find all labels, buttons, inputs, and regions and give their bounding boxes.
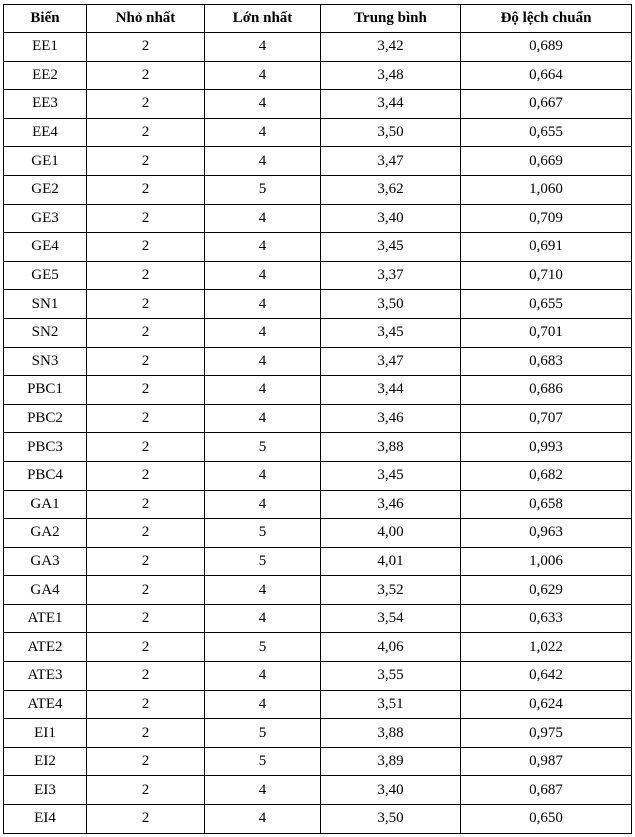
std-dev-cell: 0,669 (461, 147, 632, 176)
table-row (4, 233, 632, 262)
std-dev-cell: 0,683 (461, 347, 632, 376)
table-row (4, 404, 632, 433)
table-row (4, 690, 632, 719)
max-cell: 4 (205, 290, 321, 319)
variable-cell: EE1 (4, 33, 87, 62)
max-cell: 4 (205, 490, 321, 519)
std-dev-cell: 0,689 (461, 33, 632, 62)
max-cell: 5 (205, 547, 321, 576)
min-cell: 2 (87, 261, 205, 290)
variable-cell: ATE4 (4, 690, 87, 719)
mean-cell: 3,50 (321, 290, 461, 319)
table-row (4, 604, 632, 633)
table-row (4, 175, 632, 204)
variable-cell: GA3 (4, 547, 87, 576)
min-cell: 2 (87, 233, 205, 262)
std-dev-cell: 0,624 (461, 690, 632, 719)
std-dev-cell: 0,963 (461, 519, 632, 548)
std-dev-cell: 0,650 (461, 805, 632, 834)
mean-cell: 3,45 (321, 233, 461, 262)
mean-cell: 3,88 (321, 433, 461, 462)
variable-cell: PBC4 (4, 461, 87, 490)
std-dev-cell: 0,664 (461, 61, 632, 90)
mean-cell: 3,44 (321, 376, 461, 405)
variable-cell: PBC3 (4, 433, 87, 462)
max-cell: 4 (205, 805, 321, 834)
table-row (4, 576, 632, 605)
max-cell: 4 (205, 318, 321, 347)
mean-cell: 3,40 (321, 204, 461, 233)
std-dev-cell: 0,655 (461, 118, 632, 147)
max-cell: 4 (205, 118, 321, 147)
max-cell: 5 (205, 747, 321, 776)
min-cell: 2 (87, 633, 205, 662)
max-cell: 5 (205, 719, 321, 748)
max-cell: 4 (205, 404, 321, 433)
variable-cell: SN2 (4, 318, 87, 347)
std-dev-cell: 0,682 (461, 461, 632, 490)
min-cell: 2 (87, 604, 205, 633)
max-cell: 5 (205, 519, 321, 548)
min-cell: 2 (87, 747, 205, 776)
min-cell: 2 (87, 347, 205, 376)
mean-cell: 4,00 (321, 519, 461, 548)
mean-cell: 4,01 (321, 547, 461, 576)
header-mean: Trung bình (321, 5, 461, 33)
max-cell: 4 (205, 261, 321, 290)
mean-cell: 3,89 (321, 747, 461, 776)
variable-cell: GE3 (4, 204, 87, 233)
table-row (4, 118, 632, 147)
table-row (4, 776, 632, 805)
std-dev-cell: 0,629 (461, 576, 632, 605)
std-dev-cell: 0,667 (461, 90, 632, 119)
variable-cell: PBC2 (4, 404, 87, 433)
table-row (4, 33, 632, 62)
header-max: Lớn nhất (205, 5, 321, 33)
table-row (4, 461, 632, 490)
header-variable: Biến (4, 5, 87, 33)
variable-cell: GE4 (4, 233, 87, 262)
mean-cell: 3,51 (321, 690, 461, 719)
max-cell: 4 (205, 776, 321, 805)
mean-cell: 3,52 (321, 576, 461, 605)
min-cell: 2 (87, 433, 205, 462)
std-dev-cell: 0,975 (461, 719, 632, 748)
std-dev-cell: 0,658 (461, 490, 632, 519)
table-row (4, 747, 632, 776)
header-std-dev: Độ lệch chuẩn (461, 5, 632, 33)
max-cell: 4 (205, 461, 321, 490)
std-dev-cell: 0,993 (461, 433, 632, 462)
min-cell: 2 (87, 690, 205, 719)
max-cell: 5 (205, 633, 321, 662)
mean-cell: 3,48 (321, 61, 461, 90)
variable-cell: EI2 (4, 747, 87, 776)
std-dev-cell: 1,022 (461, 633, 632, 662)
mean-cell: 3,45 (321, 461, 461, 490)
header-min: Nhỏ nhất (87, 5, 205, 33)
std-dev-cell: 0,687 (461, 776, 632, 805)
table-header-row (4, 5, 632, 33)
min-cell: 2 (87, 290, 205, 319)
table-row (4, 719, 632, 748)
table-row (4, 347, 632, 376)
mean-cell: 3,40 (321, 776, 461, 805)
max-cell: 4 (205, 376, 321, 405)
table-body (4, 33, 632, 834)
min-cell: 2 (87, 776, 205, 805)
std-dev-cell: 0,707 (461, 404, 632, 433)
mean-cell: 3,50 (321, 118, 461, 147)
std-dev-cell: 0,642 (461, 662, 632, 691)
max-cell: 4 (205, 90, 321, 119)
mean-cell: 3,55 (321, 662, 461, 691)
table-row (4, 61, 632, 90)
min-cell: 2 (87, 404, 205, 433)
max-cell: 4 (205, 604, 321, 633)
variable-cell: EE2 (4, 61, 87, 90)
min-cell: 2 (87, 147, 205, 176)
mean-cell: 3,46 (321, 490, 461, 519)
std-dev-cell: 1,060 (461, 175, 632, 204)
variable-cell: ATE3 (4, 662, 87, 691)
table-row (4, 547, 632, 576)
std-dev-cell: 0,691 (461, 233, 632, 262)
table-row (4, 490, 632, 519)
variable-cell: SN1 (4, 290, 87, 319)
max-cell: 4 (205, 147, 321, 176)
max-cell: 4 (205, 662, 321, 691)
std-dev-cell: 0,987 (461, 747, 632, 776)
std-dev-cell: 1,006 (461, 547, 632, 576)
max-cell: 4 (205, 233, 321, 262)
variable-cell: EE3 (4, 90, 87, 119)
table-row (4, 290, 632, 319)
min-cell: 2 (87, 204, 205, 233)
min-cell: 2 (87, 90, 205, 119)
min-cell: 2 (87, 175, 205, 204)
variable-cell: EI1 (4, 719, 87, 748)
min-cell: 2 (87, 33, 205, 62)
descriptive-statistics-table (3, 4, 632, 834)
variable-cell: GE5 (4, 261, 87, 290)
variable-cell: SN3 (4, 347, 87, 376)
mean-cell: 3,47 (321, 347, 461, 376)
variable-cell: EE4 (4, 118, 87, 147)
min-cell: 2 (87, 118, 205, 147)
mean-cell: 3,47 (321, 147, 461, 176)
table-row (4, 147, 632, 176)
max-cell: 4 (205, 204, 321, 233)
mean-cell: 3,42 (321, 33, 461, 62)
variable-cell: ATE1 (4, 604, 87, 633)
min-cell: 2 (87, 662, 205, 691)
table-row (4, 519, 632, 548)
max-cell: 4 (205, 690, 321, 719)
mean-cell: 4,06 (321, 633, 461, 662)
variable-cell: PBC1 (4, 376, 87, 405)
table-row (4, 318, 632, 347)
min-cell: 2 (87, 461, 205, 490)
mean-cell: 3,54 (321, 604, 461, 633)
variable-cell: ATE2 (4, 633, 87, 662)
min-cell: 2 (87, 376, 205, 405)
variable-cell: GA2 (4, 519, 87, 548)
min-cell: 2 (87, 519, 205, 548)
min-cell: 2 (87, 547, 205, 576)
mean-cell: 3,50 (321, 805, 461, 834)
variable-cell: GE2 (4, 175, 87, 204)
table-row (4, 376, 632, 405)
table-row (4, 90, 632, 119)
std-dev-cell: 0,633 (461, 604, 632, 633)
std-dev-cell: 0,709 (461, 204, 632, 233)
variable-cell: EI4 (4, 805, 87, 834)
std-dev-cell: 0,701 (461, 318, 632, 347)
variable-cell: GE1 (4, 147, 87, 176)
variable-cell: EI3 (4, 776, 87, 805)
mean-cell: 3,88 (321, 719, 461, 748)
table-row (4, 433, 632, 462)
min-cell: 2 (87, 61, 205, 90)
max-cell: 4 (205, 61, 321, 90)
std-dev-cell: 0,655 (461, 290, 632, 319)
table-row (4, 805, 632, 834)
std-dev-cell: 0,710 (461, 261, 632, 290)
mean-cell: 3,37 (321, 261, 461, 290)
std-dev-cell: 0,686 (461, 376, 632, 405)
mean-cell: 3,45 (321, 318, 461, 347)
mean-cell: 3,46 (321, 404, 461, 433)
table-row (4, 261, 632, 290)
max-cell: 4 (205, 33, 321, 62)
min-cell: 2 (87, 719, 205, 748)
mean-cell: 3,44 (321, 90, 461, 119)
max-cell: 4 (205, 576, 321, 605)
table-row (4, 633, 632, 662)
max-cell: 4 (205, 347, 321, 376)
max-cell: 5 (205, 433, 321, 462)
min-cell: 2 (87, 318, 205, 347)
min-cell: 2 (87, 490, 205, 519)
mean-cell: 3,62 (321, 175, 461, 204)
variable-cell: GA1 (4, 490, 87, 519)
min-cell: 2 (87, 805, 205, 834)
max-cell: 5 (205, 175, 321, 204)
min-cell: 2 (87, 576, 205, 605)
variable-cell: GA4 (4, 576, 87, 605)
table-row (4, 204, 632, 233)
table-row (4, 662, 632, 691)
